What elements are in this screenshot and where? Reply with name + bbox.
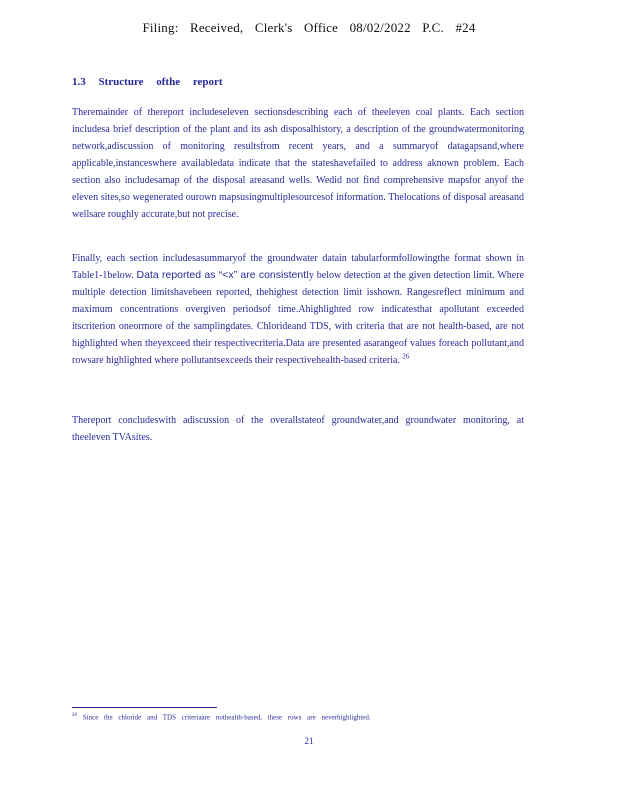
footnote-marker: 26 xyxy=(72,713,77,718)
footnote-divider xyxy=(72,707,217,708)
filing-header: Filing: Received, Clerk's Office 08/02/2022 P.C. #24 xyxy=(142,20,476,35)
footnote xyxy=(72,713,512,721)
footnote-text: Since the chloride and TDS criteriaare nothealth-based, these rows are neverhighlighted. xyxy=(82,713,371,722)
paragraph-summary-text-1: Finally, each section includesasummaryof the groundwater datain tabularformfollowingthe format shown in Table1-1below. xyxy=(72,253,524,281)
page-number: 21 xyxy=(304,736,314,746)
footnote-reference[interactable]: 26 xyxy=(402,352,410,361)
paragraph-conclusion xyxy=(72,412,524,446)
paragraph-summary-emphasis: Data reported as “<x” are consistent xyxy=(136,269,307,281)
paragraph-summary xyxy=(72,250,524,369)
section-heading: 1.3 Structure ofthe report xyxy=(72,76,223,88)
paragraph-intro-text: Theremainder of thereport includeseleven sectionsdescribing each of theeleven coal plants. Each section includesa brief description of the plant and its ash disposalhistory, a description of the groundwatermonitoring network,adiscussion of monitoring resultsfrom recent years, and a summaryof datagapsand,where applicable,instanceswhere availabledata indicate that the stateshavefailed to address aknown problem. Each section also includesamap of the disposal areasand wells. Wedid not find comprehensive mapsfor anyof the eleven sites,so wegenerated ourown mapsusingmultiplesourcesof information. Thelocations of disposal areasand wellsare roughly accurate,but not precise. xyxy=(72,107,524,220)
paragraph-intro xyxy=(72,104,524,223)
paragraph-summary-text-2: ly below detection at the given detection limit. Where multiple detection limitshavebeen reported, thehighest detection limit isshown. Rangesreflect minimum and maximum concentrations overgiven periodsof time.Ahighlighted row indicatesthat apollutant exceeded itscriterion oneormore of the samplingdates. Chlorideand TDS, with criteria that are not health-based, are not highlighted when theyexceed their respectivecriteria.Data are presented asarangeof values foreach pollutant,and rowsare highlighted where pollutantsexceeds their respectivehealth-based criteria. xyxy=(72,270,524,366)
paragraph-conclusion-text: Thereport concludeswith adiscussion of the overallstateof groundwater,and groundwater monitoring, at theeleven TVAsites. xyxy=(72,415,524,443)
